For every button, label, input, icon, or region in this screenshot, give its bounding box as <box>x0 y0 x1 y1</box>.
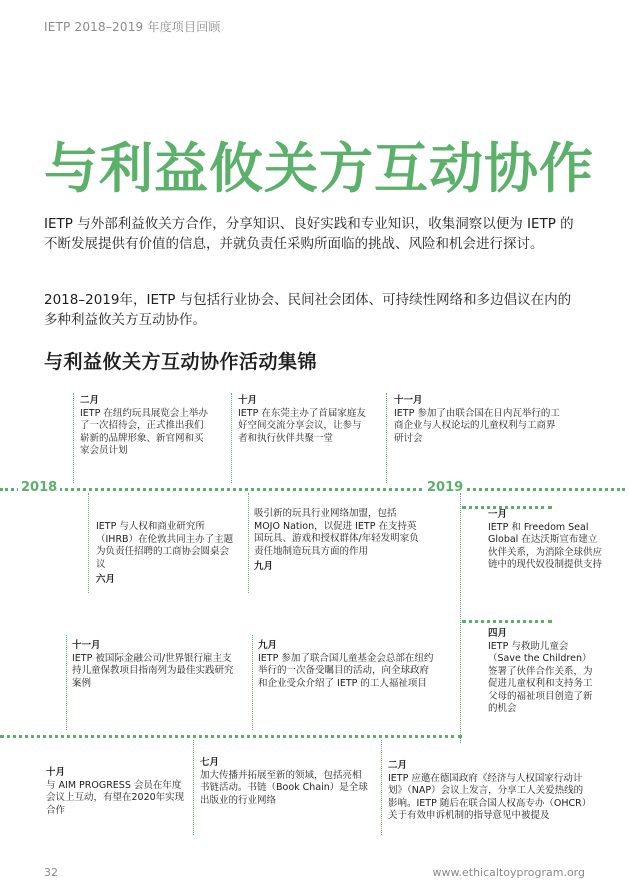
event-text: 与 AIM PROGRESS 会员在年度会议上互动，有望在2020年实现合作 <box>46 779 185 816</box>
timeline-event <box>488 509 606 572</box>
year-label-2018: 2018 <box>18 481 60 495</box>
event-text: IETP 参加了联合国儿童基金会总部在纽约举行的一次备受瞩目的活动，向全球政府和企业受众介绍了 IETP 的工人福祉项目 <box>258 652 434 689</box>
timeline-connector <box>248 493 249 593</box>
event-month: 二月 <box>80 395 100 406</box>
event-text: IETP 与救助儿童会（Save the Children）签署了伙伴合作关系，为促进儿童权利和支持务工父母的福祉项目创造了新的机会 <box>488 640 593 714</box>
timeline-event <box>394 395 564 445</box>
timeline-event <box>258 640 436 690</box>
event-text: 加大传播并拓展至新的领域，包括亮相书链活动。书链（Book Chain）是全球出版业的行业网络 <box>200 769 368 806</box>
event-text: IETP 被国际金融公司/世界银行雇主支持儿童保教项目指南列为最佳实践研究案例 <box>72 652 234 689</box>
section-title: 与利益攸关方互动协作活动集锦 <box>44 351 318 373</box>
event-month: 十一月 <box>394 395 423 406</box>
timeline-event <box>254 508 424 574</box>
timeline-event <box>80 395 210 458</box>
timeline-event <box>238 395 366 445</box>
intro-paragraph-1: IETP 与外部利益攸关方合作，分享知识、良好实践和专业知识，收集洞察以便为 IETP 的不断发展提供有价值的信息，并就负责任采购所面临的挑战、风险和机会进行探讨。 <box>44 216 574 252</box>
timeline-event <box>388 760 588 823</box>
event-text: IETP 和 Freedom Seal Global 在达沃斯宣布建立伙伴关系，为消除全球供应链中的现代奴役制提供支持 <box>488 521 603 570</box>
timeline-connector <box>386 393 387 483</box>
timeline-axis-lower <box>0 735 462 738</box>
event-month: 十月 <box>46 767 66 778</box>
timeline-event <box>72 640 237 690</box>
event-month: 一月 <box>488 509 508 520</box>
event-month: 七月 <box>200 757 220 768</box>
timeline-connector <box>73 393 74 483</box>
timeline-event <box>488 628 600 716</box>
event-month: 十一月 <box>72 640 101 651</box>
timeline-branch <box>462 620 552 623</box>
page-title: 与利益攸关方互动协作 <box>44 137 594 200</box>
page-number: 32 <box>44 866 58 879</box>
timeline-connector <box>88 493 89 593</box>
event-text: IETP 应邀在德国政府《经济与人权国家行动计划》（NAP）会议上发言，分享工人关爱热线的影响。IETP 随后在联合国人权高专办（OHCR）关于有效申诉机制的指导意见中被提及 <box>388 772 587 821</box>
event-month: 四月 <box>488 628 508 639</box>
timeline-connector <box>66 635 67 730</box>
timeline-event <box>46 767 186 817</box>
timeline-connector <box>193 740 194 835</box>
timeline-axis <box>0 488 625 491</box>
timeline-connector <box>381 740 382 835</box>
event-month: 九月 <box>254 561 274 572</box>
year-label-2019: 2019 <box>424 481 466 495</box>
timeline-event <box>96 521 236 587</box>
timeline-connector <box>460 493 461 743</box>
footer-website: www.ethicaltoyprogram.org <box>432 866 585 879</box>
timeline-connector <box>231 393 232 483</box>
event-text: IETP 参加了由联合国在日内瓦举行的工商企业与人权论坛的儿童权利与工商界研讨会 <box>394 407 560 444</box>
event-text: IETP 与人权和商业研究所（IHRB）在伦敦共同主办了主题为负责任招聘的工商协会圆桌会议 <box>96 521 234 570</box>
running-header: IETP 2018–2019 年度项目回顾 <box>44 20 221 34</box>
event-month: 二月 <box>388 760 408 771</box>
event-text: 吸引新的玩具行业网络加盟，包括 MOJO Nation，以促进 IETP 在支持英国玩具、游戏和授权群体/年轻发明家负责任地制造玩具方面的作用 <box>254 508 419 557</box>
event-text: IETP 在纽约玩具展览会上举办了一次招待会，正式推出我们崭新的品牌形象、新官网和买家会员计划 <box>80 407 208 456</box>
timeline-event <box>200 757 368 807</box>
event-text: IETP 在东莞主办了首届家庭友好空间交流分享会议，让参与者和执行伙伴共聚一堂 <box>238 407 366 444</box>
event-month: 九月 <box>258 640 278 651</box>
intro-paragraph-2: 2018–2019年，IETP 与包括行业协会、民间社会团体、可持续性网络和多边倡议在内的多种利益攸关方互动协作。 <box>44 292 572 328</box>
event-month: 六月 <box>96 574 116 585</box>
timeline-connector <box>252 635 253 730</box>
event-month: 十月 <box>238 395 258 406</box>
